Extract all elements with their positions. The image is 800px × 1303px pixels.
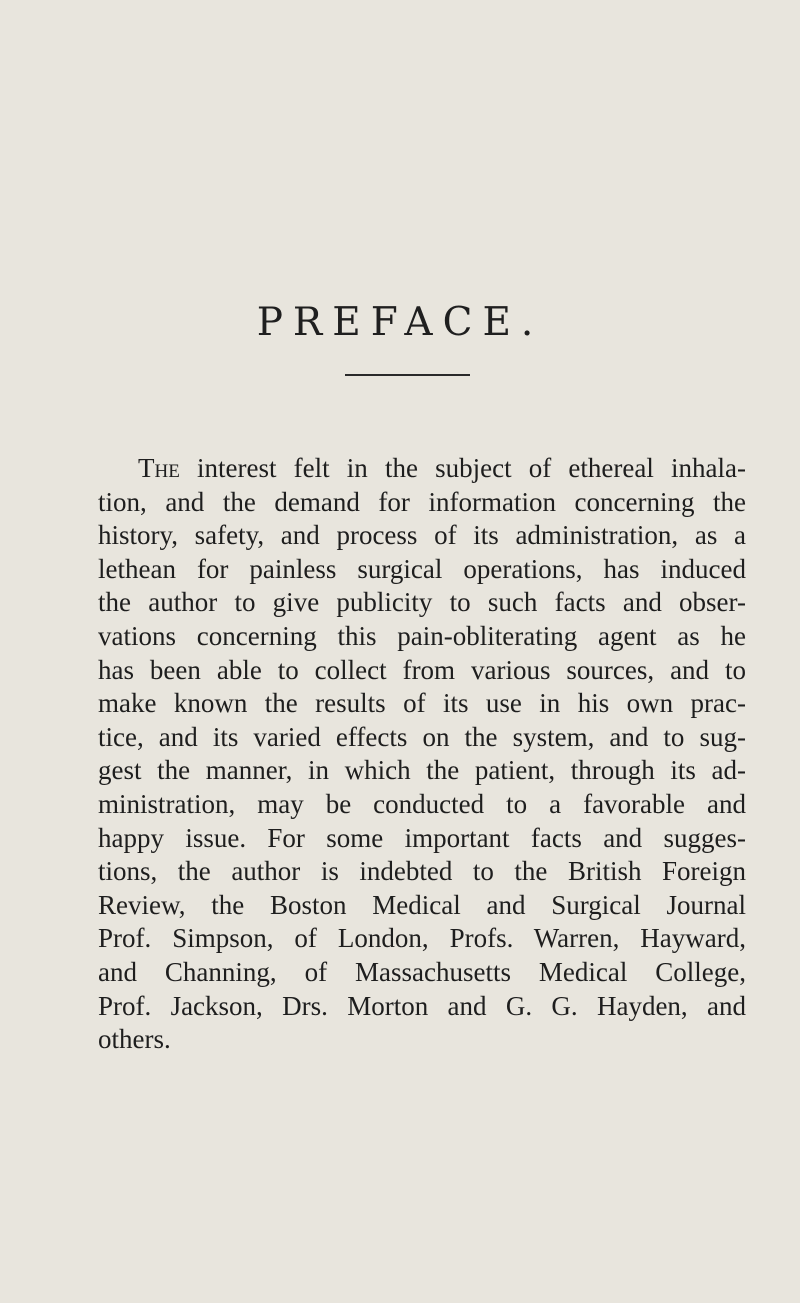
text-line: others.: [98, 1024, 171, 1055]
text-line: happy issue. For some important facts and sugges-: [98, 822, 746, 853]
line-text: interest felt in the subject of ethereal inhala-: [179, 453, 746, 483]
text-line: vations concerning this pain-obliterating agent as he: [98, 620, 746, 651]
text-line: lethean for painless surgical operations, has induced: [98, 553, 746, 584]
page-heading: PREFACE.: [256, 300, 544, 345]
heading-rule: [345, 374, 470, 376]
text-line: tions, the author is indebted to the British Foreign: [98, 856, 746, 887]
text-line: Prof. Jackson, Drs. Morton and G. G. Hayden, and: [98, 990, 746, 1021]
text-line: Prof. Simpson, of London, Profs. Warren, Hayward,: [98, 923, 746, 954]
text-line: Review, the Boston Medical and Surgical Journal: [98, 889, 746, 920]
text-line: the author to give publicity to such facts and obser-: [98, 587, 746, 618]
text-line: tice, and its varied effects on the system, and to sug-: [98, 721, 746, 752]
text-line: gest the manner, in which the patient, through its ad-: [98, 755, 746, 786]
text-line: history, safety, and process of its administration, as a: [98, 520, 746, 551]
text-line: [98, 452, 746, 486]
preface-paragraph: [98, 452, 746, 1057]
text-line: has been able to collect from various sources, and to: [98, 654, 746, 685]
first-word: The: [138, 453, 180, 483]
text-line: make known the results of its use in his own prac-: [98, 688, 746, 719]
text-line: ministration, may be conducted to a favorable and: [98, 788, 746, 819]
text-line: tion, and the demand for information concerning the: [98, 486, 746, 517]
text-line: and Channing, of Massachusetts Medical College,: [98, 956, 746, 987]
